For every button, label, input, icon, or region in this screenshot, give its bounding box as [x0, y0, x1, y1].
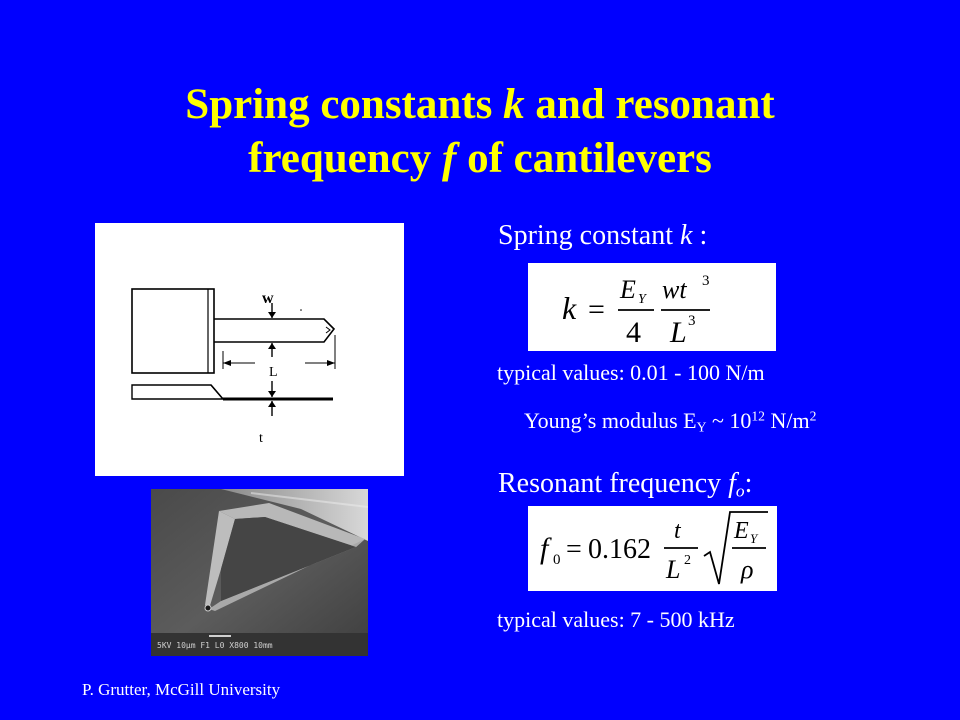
- cantilever-diagram: [95, 223, 404, 476]
- tip-mark: [326, 327, 330, 333]
- formula-f-coef: 0.162: [588, 534, 651, 565]
- title-var-f: f: [442, 135, 457, 182]
- formula-f-lhs: f: [540, 532, 549, 565]
- title-var-k: k: [503, 81, 525, 128]
- label-w: w: [262, 290, 274, 307]
- formula-f-rho: ρ: [741, 555, 754, 584]
- slide-title: [0, 78, 960, 186]
- sem-cantilever-photo: [151, 489, 368, 656]
- sem-caption: 5KV 10µm F1 L0 X800 10mm: [157, 641, 273, 650]
- formula-f-E-sub: Y: [750, 531, 758, 546]
- formula-f-eq: =: [566, 534, 582, 565]
- spring-constant-formula: [528, 263, 776, 351]
- formula-k-L-exp: 3: [688, 313, 696, 329]
- formula-k-lhs: k: [562, 290, 577, 326]
- formula-f-lhs-sub: 0: [553, 552, 561, 568]
- formula-f-L: L: [666, 555, 681, 584]
- formula-k-4: 4: [626, 316, 641, 349]
- footer-credit: P. Grutter, McGill University: [82, 680, 281, 699]
- formula-k-wt: wt: [662, 275, 687, 304]
- formula-k-wt-exp: 3: [702, 273, 710, 289]
- typical-values-f: typical values: 7 - 500 kHz: [497, 607, 735, 632]
- resonant-frequency-label: Resonant frequency $f_o$:: [498, 468, 753, 501]
- chip-side: [132, 385, 223, 399]
- formula-f-t: t: [674, 518, 681, 544]
- cantilever-schematic-svg: [95, 223, 404, 476]
- formula-k-E-sub: Y: [638, 292, 646, 307]
- formula-k-L: L: [670, 316, 687, 349]
- formula-k-E: E: [620, 275, 636, 304]
- label-t: t: [259, 431, 263, 446]
- formula-f-L-exp: 2: [684, 553, 691, 568]
- cantilever-beam-top: [214, 319, 334, 342]
- title-text-3: frequency: [248, 135, 443, 182]
- title-text-4: of cantilevers: [456, 135, 712, 182]
- label-L: L: [269, 365, 278, 380]
- resonant-frequency-formula: [528, 506, 777, 591]
- youngs-modulus: Young’s modulus $E_Y$ ~ $10^{12}$ $N/m^2$: [524, 408, 817, 435]
- chip-body: [132, 289, 214, 373]
- title-text-2: and resonant: [524, 81, 775, 128]
- formula-f-E: E: [734, 518, 749, 544]
- formula-k-eq: =: [588, 293, 605, 326]
- title-text-1: Spring constants: [185, 81, 504, 128]
- spring-constant-label: Spring constant k :: [498, 220, 708, 251]
- sem-tip: [205, 605, 211, 611]
- typical-values-k: typical values: 0.01 - 100 N/m: [497, 360, 765, 385]
